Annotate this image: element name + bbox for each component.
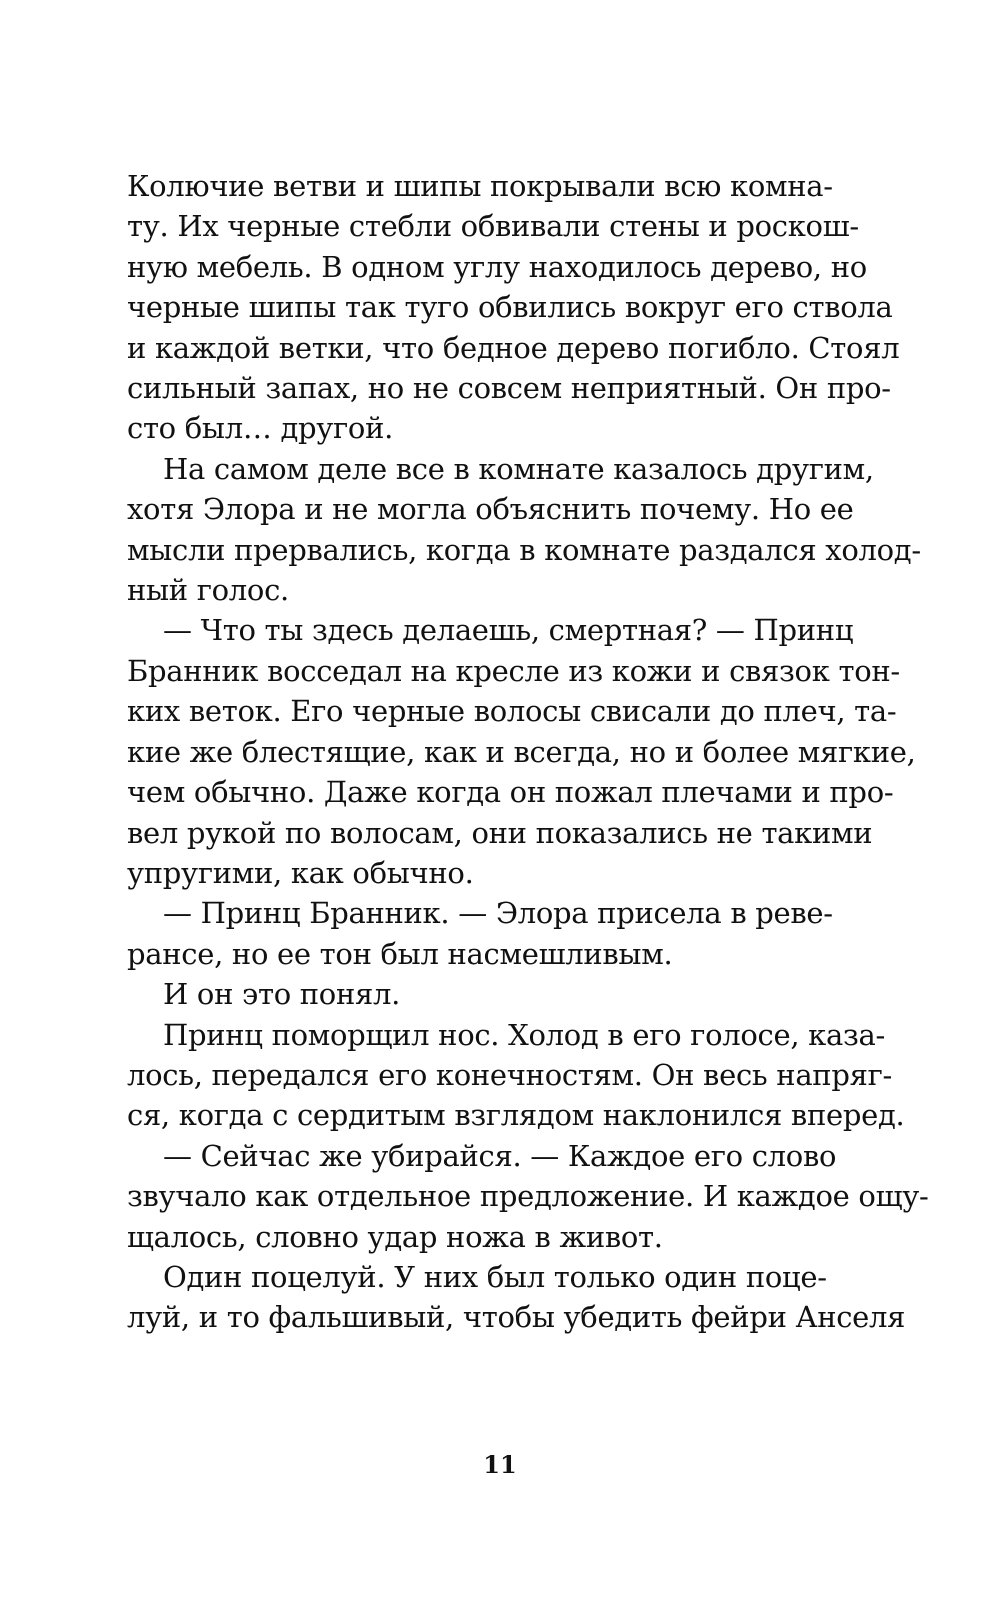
text-line: сильный запах, но не совсем неприятный. Он про- — [127, 371, 891, 406]
text-line: И он это понял. — [163, 977, 401, 1012]
text-line: ту. Их черные стебли обвивали стены и роскош- — [127, 209, 859, 244]
body-text — [127, 166, 929, 1338]
text-line: ких веток. Его черные волосы свисали до плеч, та- — [127, 694, 897, 729]
text-line: На самом деле все в комнате казалось другим, — [163, 451, 874, 486]
text-line: кие же блестящие, как и всегда, но и более мягкие, — [127, 734, 916, 769]
text-line: сто был… другой. — [127, 411, 394, 446]
text-line: чем обычно. Даже когда он пожал плечами и про- — [127, 775, 894, 810]
text-line: Один поцелуй. У них был только один поце- — [163, 1259, 827, 1294]
text-line: — Принц Бранник. — Элора присела в реве- — [163, 896, 833, 931]
text-line: рансе, но ее тон был насмешливым. — [127, 936, 673, 971]
text-line: Бранник восседал на кресле из кожи и связок тон- — [127, 653, 900, 688]
text-line: черные шипы так туго обвились вокруг его ствола — [127, 290, 893, 325]
text-line: ный голос. — [127, 573, 289, 608]
text-line: щалось, словно удар ножа в живот. — [127, 1219, 663, 1254]
text-line: вел рукой по волосам, они показались не такими — [127, 815, 873, 850]
text-line: хотя Элора и не могла объяснить почему. Но ее — [127, 492, 854, 527]
text-line: упругими, как обычно. — [127, 855, 474, 890]
text-line: мысли прервались, когда в комнате раздался холод- — [127, 532, 921, 567]
text-line: ную мебель. В одном углу находилось дерево, но — [127, 249, 867, 284]
text-line: — Что ты здесь делаешь, смертная? — Принц — [163, 613, 854, 648]
text-line: ся, когда с сердитым взглядом наклонился вперед. — [127, 1098, 905, 1133]
text-line: луй, и то фальшивый, чтобы убедить фейри Анселя — [127, 1300, 906, 1335]
text-line: звучало как отдельное предложение. И каждое ощу- — [127, 1179, 929, 1214]
text-line: Колючие ветви и шипы покрывали всю комна- — [127, 169, 833, 203]
text-line: Принц поморщил нос. Холод в его голосе, каза- — [163, 1017, 885, 1052]
text-line: — Сейчас же убирайся. — Каждое его слово — [163, 1138, 837, 1173]
text-line: лось, передался его конечностям. Он весь напряг- — [127, 1057, 892, 1092]
text-line: и каждой ветки, что бедное дерево погибло. Стоял — [127, 330, 900, 365]
page-number: 11 — [483, 1450, 517, 1479]
